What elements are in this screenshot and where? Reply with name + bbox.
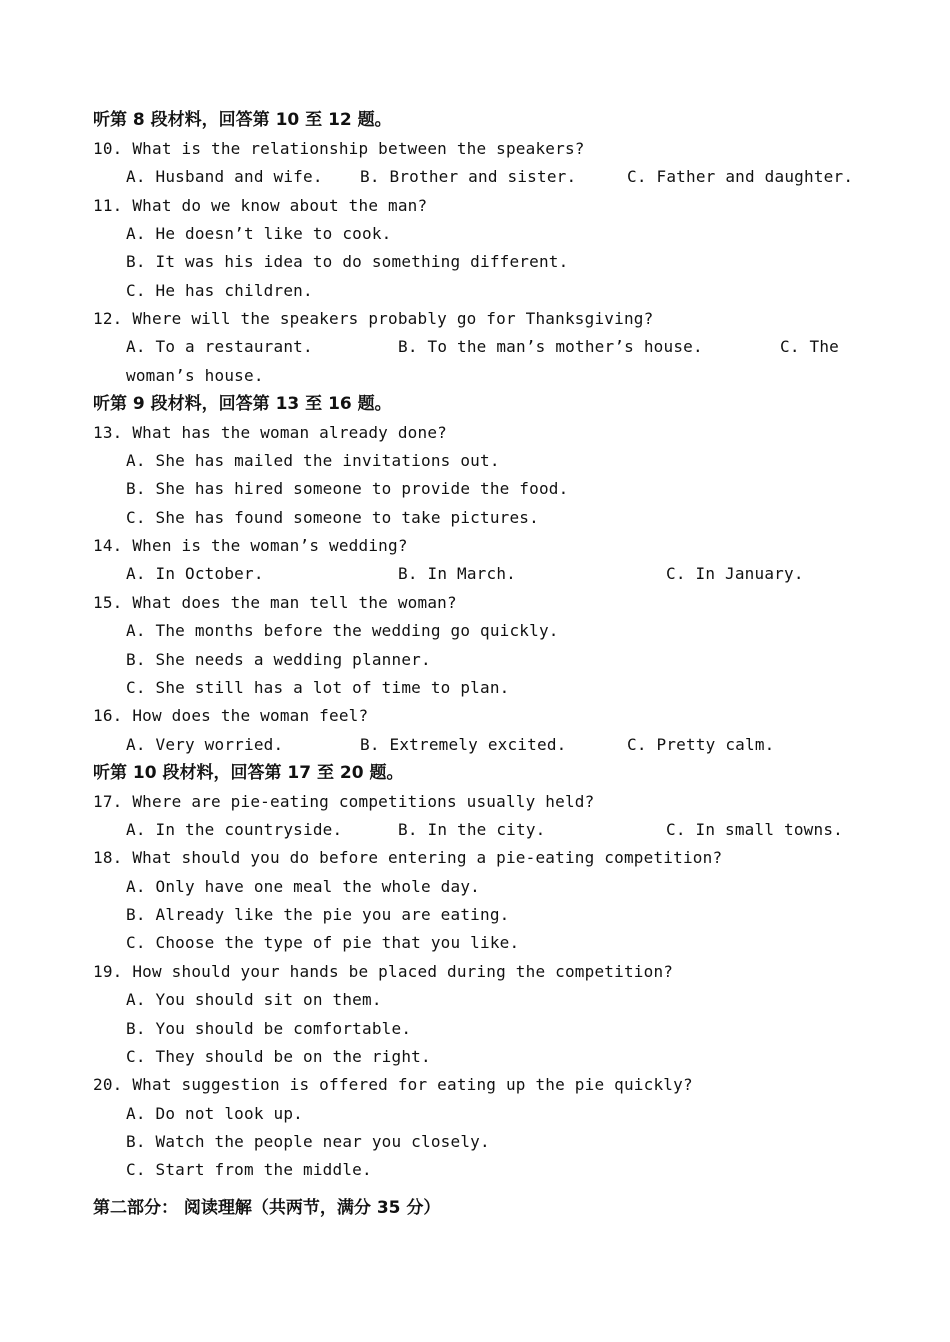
question-16-option-c: C. Pretty calm. bbox=[627, 735, 775, 754]
section-heading-8: 听第 8 段材料，回答第 10 至 12 题。 bbox=[93, 110, 392, 130]
question-12-stem: 12. Where will the speakers probably go for Thanksgiving? bbox=[93, 309, 654, 328]
question-10-option-c: C. Father and daughter. bbox=[627, 167, 854, 186]
question-14-option-c: C. In January. bbox=[666, 564, 804, 583]
question-14-stem: 14. When is the woman’s wedding? bbox=[93, 536, 408, 555]
question-11-option-a: A. He doesn’t like to cook. bbox=[126, 224, 392, 243]
question-12-option-c-continued: woman’s house. bbox=[126, 366, 264, 385]
question-17-stem: 17. Where are pie-eating competitions usually held? bbox=[93, 792, 595, 811]
part-two-heading: 第二部分： 阅读理解（共两节，满分 35 分） bbox=[93, 1198, 441, 1218]
question-13-option-c: C. She has found someone to take pictures. bbox=[126, 508, 539, 527]
question-20-option-b: B. Watch the people near you closely. bbox=[126, 1132, 490, 1151]
question-20-option-a: A. Do not look up. bbox=[126, 1104, 303, 1123]
question-13-stem: 13. What has the woman already done? bbox=[93, 423, 447, 442]
question-16-option-a: A. Very worried. bbox=[126, 735, 284, 754]
section-heading-10: 听第 10 段材料，回答第 17 至 20 题。 bbox=[93, 763, 404, 783]
question-15-option-b: B. She needs a wedding planner. bbox=[126, 650, 431, 669]
question-18-option-b: B. Already like the pie you are eating. bbox=[126, 905, 510, 924]
question-14-option-a: A. In October. bbox=[126, 564, 264, 583]
question-20-stem: 20. What suggestion is offered for eating up the pie quickly? bbox=[93, 1075, 693, 1094]
question-10-stem: 10. What is the relationship between the speakers? bbox=[93, 139, 585, 158]
question-12-option-a: A. To a restaurant. bbox=[126, 337, 313, 356]
question-13-option-a: A. She has mailed the invitations out. bbox=[126, 451, 500, 470]
question-15-stem: 15. What does the man tell the woman? bbox=[93, 593, 457, 612]
question-13-option-b: B. She has hired someone to provide the food. bbox=[126, 479, 569, 498]
section-heading-9: 听第 9 段材料，回答第 13 至 16 题。 bbox=[93, 394, 392, 414]
question-19-option-a: A. You should sit on them. bbox=[126, 990, 382, 1009]
question-15-option-a: A. The months before the wedding go quickly. bbox=[126, 621, 559, 640]
question-12-option-c: C. The bbox=[780, 337, 839, 356]
question-11-option-c: C. He has children. bbox=[126, 281, 313, 300]
question-17-option-b: B. In the city. bbox=[398, 820, 546, 839]
question-11-stem: 11. What do we know about the man? bbox=[93, 196, 428, 215]
question-19-option-b: B. You should be comfortable. bbox=[126, 1019, 412, 1038]
question-17-option-c: C. In small towns. bbox=[666, 820, 843, 839]
question-19-stem: 19. How should your hands be placed during the competition? bbox=[93, 962, 674, 981]
question-19-option-c: C. They should be on the right. bbox=[126, 1047, 431, 1066]
question-11-option-b: B. It was his idea to do something different. bbox=[126, 252, 569, 271]
question-16-option-b: B. Extremely excited. bbox=[360, 735, 567, 754]
question-16-stem: 16. How does the woman feel? bbox=[93, 706, 369, 725]
question-12-option-b: B. To the man’s mother’s house. bbox=[398, 337, 703, 356]
question-17-option-a: A. In the countryside. bbox=[126, 820, 343, 839]
question-10-option-b: B. Brother and sister. bbox=[360, 167, 577, 186]
question-20-option-c: C. Start from the middle. bbox=[126, 1160, 372, 1179]
question-18-option-a: A. Only have one meal the whole day. bbox=[126, 877, 480, 896]
question-10-option-a: A. Husband and wife. bbox=[126, 167, 323, 186]
question-18-stem: 18. What should you do before entering a pie-eating competition? bbox=[93, 848, 723, 867]
question-15-option-c: C. She still has a lot of time to plan. bbox=[126, 678, 510, 697]
question-14-option-b: B. In March. bbox=[398, 564, 516, 583]
question-18-option-c: C. Choose the type of pie that you like. bbox=[126, 933, 520, 952]
